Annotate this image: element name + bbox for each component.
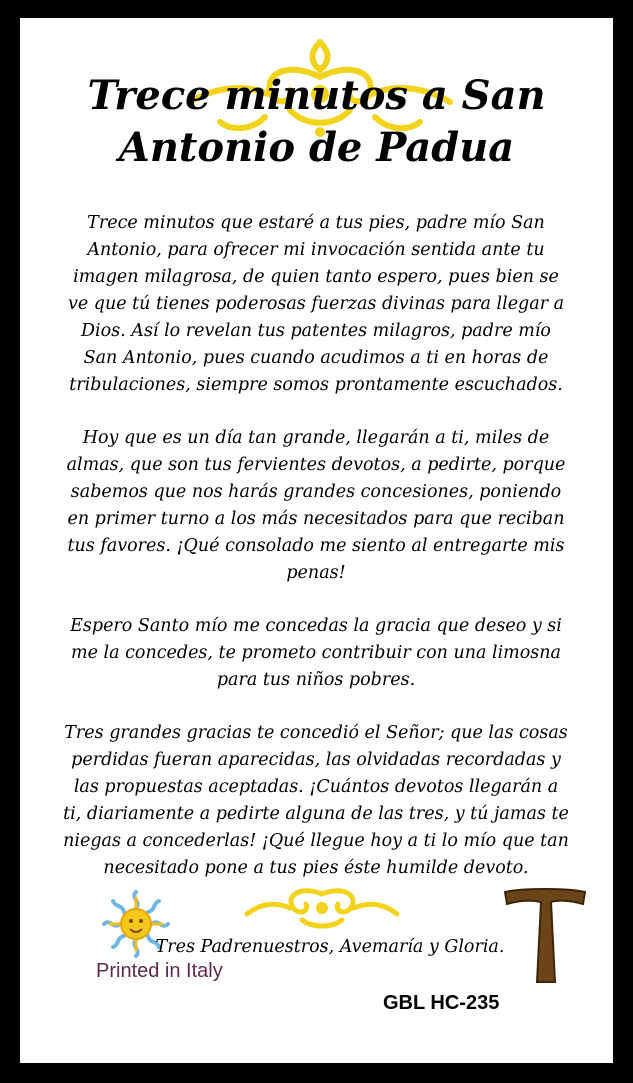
page-title	[20, 70, 613, 174]
title-line-2: Antonio de Padua	[118, 124, 515, 171]
prayer-card	[20, 18, 613, 1063]
title-line-1: Trece minutos a San	[87, 72, 546, 119]
prayer-body	[62, 210, 570, 908]
paragraph-4: Tres grandes gracias te concedió el Señor; que las cosas perdidas fueran aparecidas, las olvidadas recordadas y las propuestas aceptadas. ¡Cuántos devotos llegarán a ti, diariamente a pedirte alguna de las tres, y tú jamas te niegas a concederlas! ¡Qué llegue hoy a ti lo mío que tan necesitado pone a tus pies éste humilde devoto.	[63, 723, 569, 878]
paragraph-2: Hoy que es un día tan grande, llegarán a ti, miles de almas, que son tus fervientes devotos, a pedirte, porque sabemos que nos harás grandes concesiones, poniendo en primer turno a los más necesitados para que reciban tus favores. ¡Qué consolado me siento al entregarte mis penas!	[66, 428, 566, 583]
paragraph-1: Trece minutos que estaré a tus pies, padre mío San Antonio, para ofrecer mi invocación sentida ante tu imagen milagrosa, de quien tanto espero, pues bien se ve que tú tienes poderosas fuerzas divinas para llegar a Dios. Así lo revelan tus patentes milagros, padre mío San Antonio, pues cuando acudimos a ti en horas de tribulaciones, siempre somos prontamente escuchados.	[67, 213, 565, 395]
ornament-bottom-icon	[242, 884, 402, 930]
printed-in-label: Printed in Italy	[96, 960, 223, 982]
tau-cross-icon	[503, 886, 587, 986]
product-code: GBL HC-235	[383, 992, 500, 1014]
closing-line: Tres Padrenuestros, Avemaría y Gloria.	[155, 937, 505, 957]
paragraph-3: Espero Santo mío me concedas la gracia que deseo y si me la concedes, te prometo contribuir con una limosna para tus niños pobres.	[70, 616, 562, 690]
